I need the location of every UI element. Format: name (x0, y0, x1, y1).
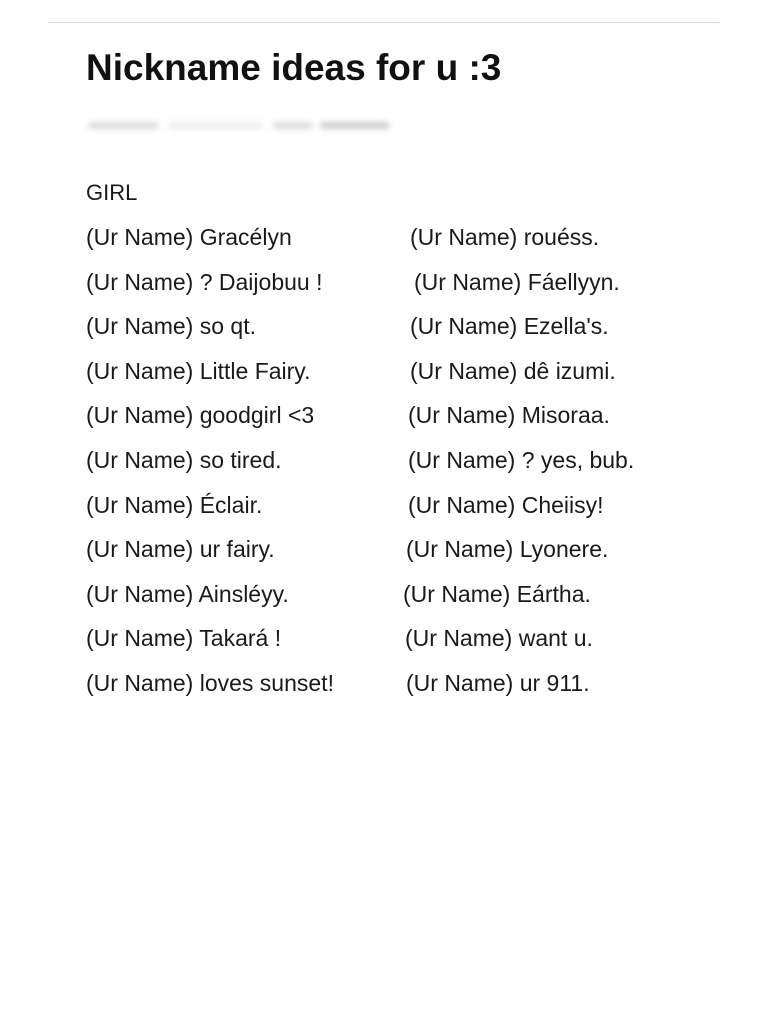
list-item (86, 490, 686, 535)
nickname-right: (Ur Name) want u. (405, 625, 593, 652)
page-title: Nickname ideas for u :3 (86, 47, 502, 88)
list-item (86, 356, 686, 401)
list-item (86, 222, 686, 267)
nickname-left: (Ur Name) Ainsléyy. (86, 580, 289, 607)
nickname-left: (Ur Name) Gracélyn (86, 224, 292, 250)
nickname-right: (Ur Name) Ezella's. (410, 313, 609, 340)
nickname-left: (Ur Name) goodgirl <3 (86, 402, 315, 429)
nickname-left: (Ur Name) so tired. (86, 446, 282, 473)
list-item (86, 623, 686, 668)
list-item (86, 668, 686, 713)
nickname-left: (Ur Name) Éclair. (86, 491, 263, 518)
nickname-right: (Ur Name) Misoraa. (408, 402, 610, 429)
nickname-right: (Ur Name) Fáellyyn. (414, 268, 620, 295)
nickname-right: (Ur Name) rouéss. (410, 224, 600, 250)
nickname-right: (Ur Name) ? yes, bub. (408, 446, 635, 473)
blurred-subtitle (88, 114, 408, 138)
nickname-list (86, 222, 686, 713)
list-item (86, 311, 686, 356)
nickname-right: (Ur Name) Lyonere. (406, 536, 609, 563)
nickname-left: (Ur Name) ? Daijobuu ! (86, 268, 323, 295)
nickname-right: (Ur Name) Cheiisy! (408, 491, 604, 518)
nickname-left: (Ur Name) ur fairy. (86, 536, 275, 563)
list-item (86, 534, 686, 579)
nickname-right: (Ur Name) ur 911. (406, 669, 590, 696)
section-label-girl: GIRL (86, 180, 138, 205)
nickname-left: (Ur Name) Little Fairy. (86, 357, 311, 384)
top-divider (48, 22, 719, 23)
nickname-left: (Ur Name) so qt. (86, 313, 256, 340)
list-item (86, 445, 686, 490)
list-item (86, 400, 686, 445)
nickname-right: (Ur Name) Eártha. (403, 580, 591, 607)
list-item (86, 267, 686, 312)
list-item (86, 579, 686, 624)
nickname-left: (Ur Name) Takará ! (86, 625, 282, 652)
nickname-right: (Ur Name) dê izumi. (410, 357, 616, 384)
nickname-left: (Ur Name) loves sunset! (86, 669, 334, 696)
